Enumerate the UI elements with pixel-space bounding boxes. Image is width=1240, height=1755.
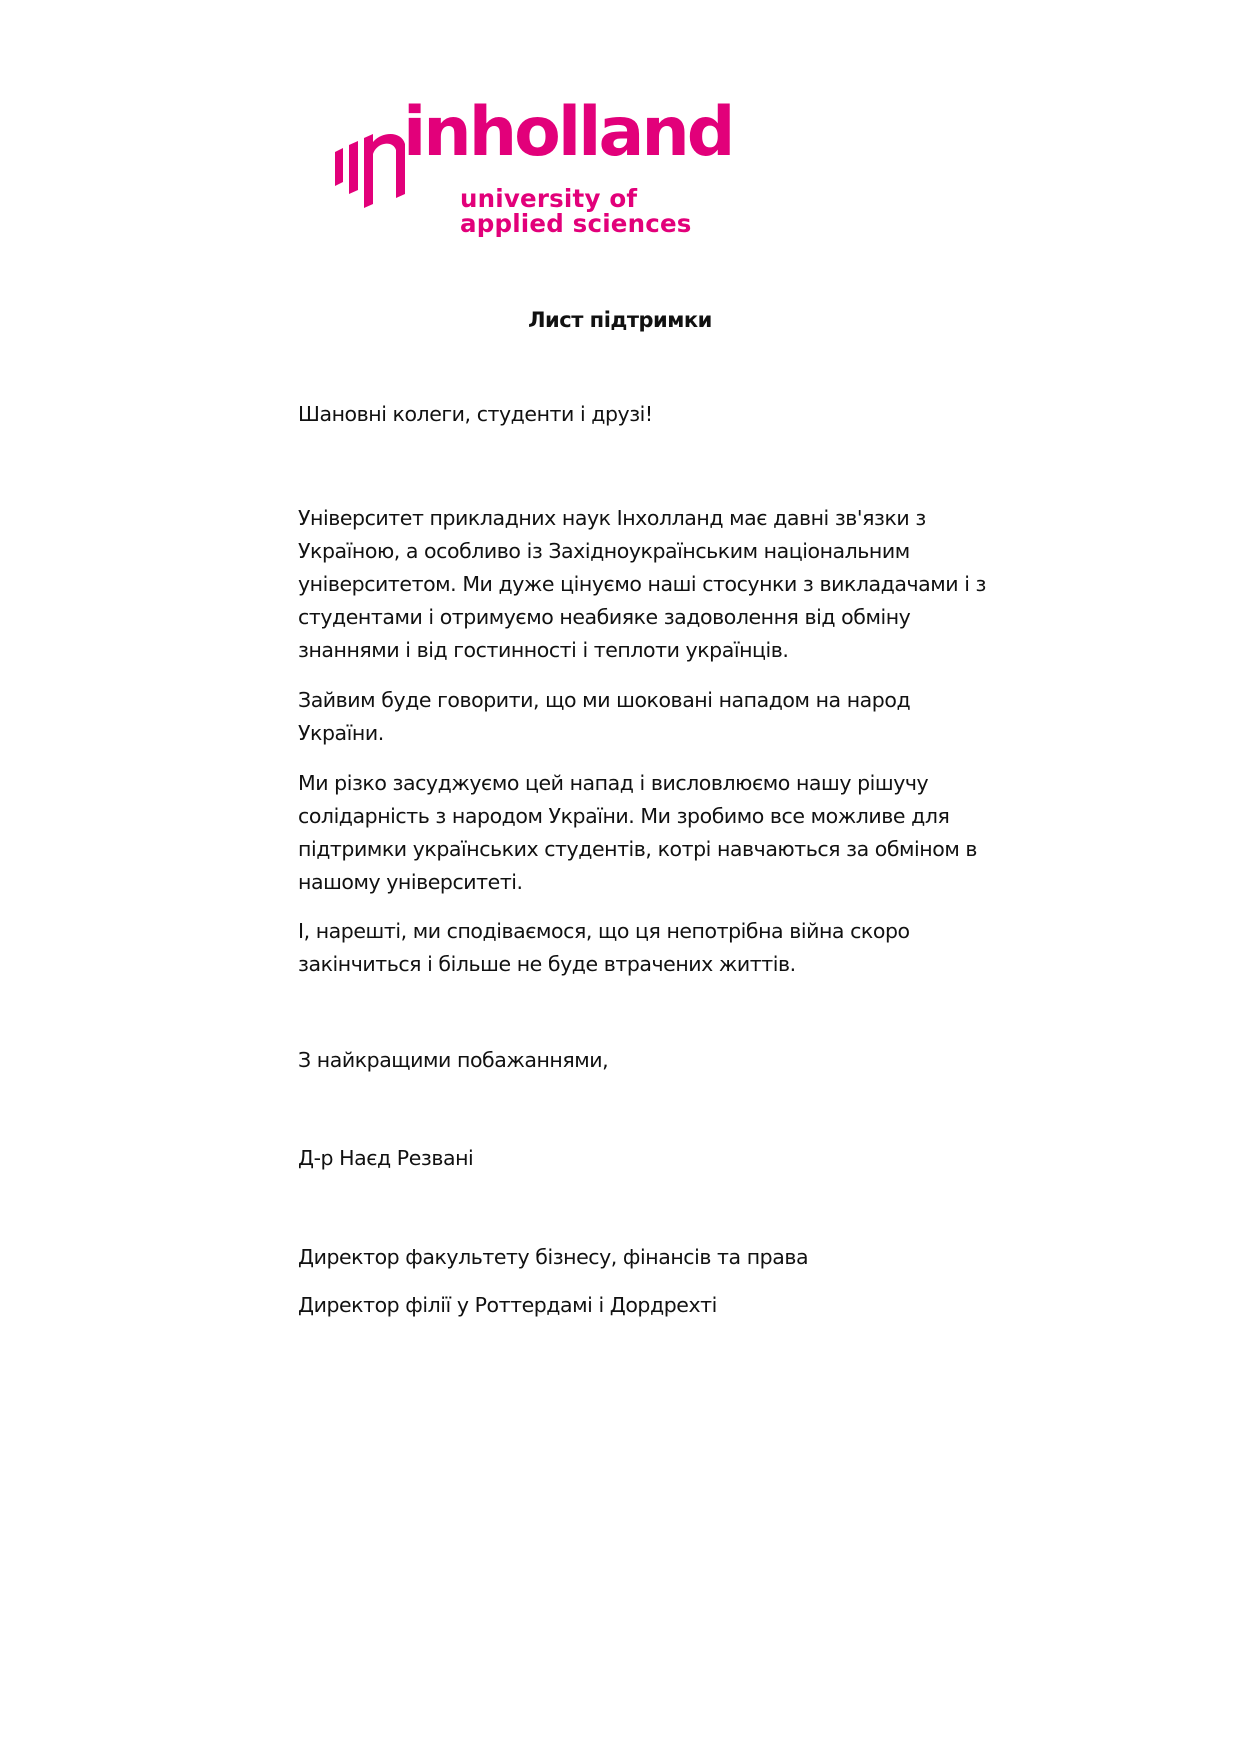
closing: З найкращими побажаннями, bbox=[298, 1048, 609, 1072]
logo-mark-bar-2 bbox=[349, 141, 358, 194]
paragraph-line: Україною, а особливо із Західноукраїнським національним bbox=[298, 539, 910, 563]
paragraph-line: України. bbox=[298, 721, 384, 745]
paragraph-line: Зайвим буде говорити, що ми шоковані нападом на народ bbox=[298, 688, 911, 712]
position-1: Директор факультету бізнесу, фінансів та права bbox=[298, 1245, 809, 1269]
inholland-logo bbox=[335, 93, 733, 248]
logo-subtitle bbox=[460, 186, 692, 236]
paragraph-2 bbox=[298, 684, 1018, 750]
paragraph-4 bbox=[298, 915, 1018, 981]
position-2: Директор філії у Роттердамі і Дордрехті bbox=[298, 1293, 717, 1317]
paragraph-line: солідарність з народом України. Ми зробимо все можливе для bbox=[298, 804, 950, 828]
paragraph-line: університетом. Ми дуже цінуємо наші стосунки з викладачами і з bbox=[298, 572, 986, 596]
paragraph-line: І, нарешті, ми сподіваємося, що ця непотрібна війна скоро bbox=[298, 919, 910, 943]
logo-subtitle-line-1: university of bbox=[460, 184, 638, 213]
paragraph-line: закінчиться і більше не буде втрачених життів. bbox=[298, 952, 796, 976]
logo-subtitle-line-2: applied sciences bbox=[460, 209, 692, 238]
signature-name: Д-р Наєд Резвані bbox=[298, 1146, 474, 1170]
greeting: Шановні колеги, студенти і друзі! bbox=[298, 402, 653, 426]
letter-title: Лист підтримки bbox=[528, 308, 712, 332]
paragraph-1 bbox=[298, 502, 1018, 667]
paragraph-line: нашому університеті. bbox=[298, 870, 523, 894]
paragraph-line: Університет прикладних наук Інхолланд має давні зв'язки з bbox=[298, 506, 926, 530]
logo-mark-icon bbox=[335, 124, 409, 214]
logo-mark-arch bbox=[364, 134, 405, 208]
paragraph-line: підтримки українських студентів, котрі навчаються за обміном в bbox=[298, 837, 978, 861]
paragraph-line: Ми різко засуджуємо цей напад і висловлюємо нашу рішучу bbox=[298, 771, 929, 795]
paragraph-line: знаннями і від гостинності і теплоти українців. bbox=[298, 638, 789, 662]
logo-mark-bar-1 bbox=[335, 148, 343, 186]
paragraph-3 bbox=[298, 767, 1018, 899]
logo-wordmark: inholland bbox=[403, 93, 733, 172]
paragraph-line: студентами і отримуємо неабияке задоволення від обміну bbox=[298, 605, 911, 629]
